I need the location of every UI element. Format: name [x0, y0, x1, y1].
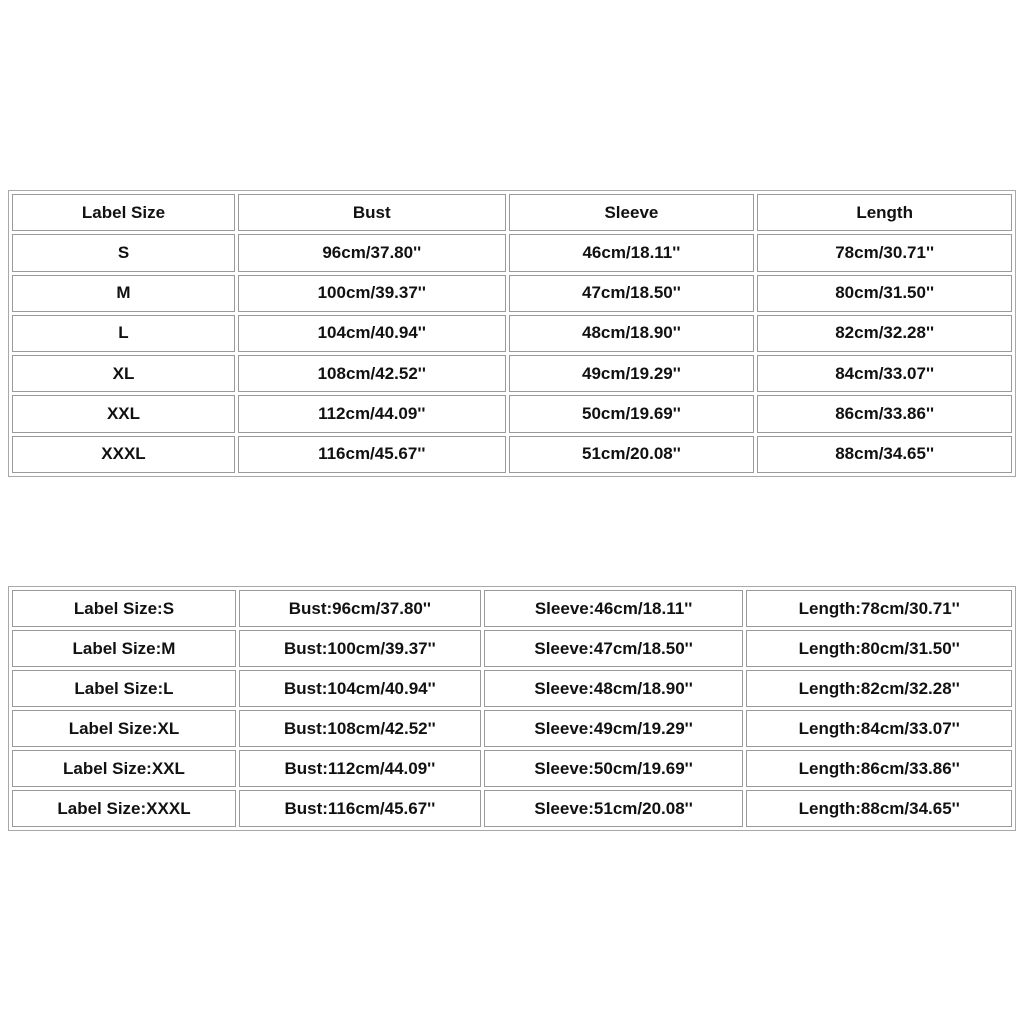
cell-bust: 104cm/40.94'' — [238, 315, 506, 352]
size-detail-table — [8, 586, 1016, 831]
cell-bust: Bust:116cm/45.67'' — [239, 790, 481, 827]
cell-sleeve: Sleeve:47cm/18.50'' — [484, 630, 744, 667]
cell-length: 84cm/33.07'' — [757, 355, 1012, 392]
cell-length: Length:78cm/30.71'' — [746, 590, 1012, 627]
cell-bust: Bust:96cm/37.80'' — [239, 590, 481, 627]
size-chart-table — [8, 190, 1016, 477]
table-row — [12, 670, 1012, 707]
cell-length: Length:80cm/31.50'' — [746, 630, 1012, 667]
cell-bust: 100cm/39.37'' — [238, 275, 506, 312]
cell-sleeve: 47cm/18.50'' — [509, 275, 755, 312]
cell-label-size: XXXL — [12, 436, 235, 473]
cell-label-size: Label Size:M — [12, 630, 236, 667]
cell-sleeve: 49cm/19.29'' — [509, 355, 755, 392]
table-row — [12, 275, 1012, 312]
cell-bust: Bust:100cm/39.37'' — [239, 630, 481, 667]
size-detail-grid — [9, 587, 1015, 830]
cell-label-size: S — [12, 234, 235, 271]
size-chart-grid — [9, 191, 1015, 476]
cell-length: 80cm/31.50'' — [757, 275, 1012, 312]
cell-sleeve: Sleeve:50cm/19.69'' — [484, 750, 744, 787]
cell-length: 78cm/30.71'' — [757, 234, 1012, 271]
cell-label-size: Label Size:XL — [12, 710, 236, 747]
cell-bust: Bust:104cm/40.94'' — [239, 670, 481, 707]
cell-label-size: XL — [12, 355, 235, 392]
cell-sleeve: Sleeve:51cm/20.08'' — [484, 790, 744, 827]
cell-sleeve: 51cm/20.08'' — [509, 436, 755, 473]
cell-sleeve: Sleeve:49cm/19.29'' — [484, 710, 744, 747]
table-row — [12, 630, 1012, 667]
cell-bust: 112cm/44.09'' — [238, 395, 506, 432]
cell-length: Length:86cm/33.86'' — [746, 750, 1012, 787]
cell-sleeve: Sleeve:48cm/18.90'' — [484, 670, 744, 707]
cell-bust: 108cm/42.52'' — [238, 355, 506, 392]
table-row — [12, 234, 1012, 271]
table-row — [12, 395, 1012, 432]
cell-length: 86cm/33.86'' — [757, 395, 1012, 432]
cell-sleeve: 48cm/18.90'' — [509, 315, 755, 352]
cell-sleeve: 50cm/19.69'' — [509, 395, 755, 432]
table-row — [12, 355, 1012, 392]
cell-label-size: Label Size:XXXL — [12, 790, 236, 827]
table-header-row — [12, 194, 1012, 231]
table-row — [12, 710, 1012, 747]
cell-label-size: Label Size:L — [12, 670, 236, 707]
table-row — [12, 750, 1012, 787]
cell-label-size: L — [12, 315, 235, 352]
cell-bust: 96cm/37.80'' — [238, 234, 506, 271]
table-row — [12, 590, 1012, 627]
header-bust: Bust — [238, 194, 506, 231]
cell-length: Length:88cm/34.65'' — [746, 790, 1012, 827]
cell-label-size: Label Size:XXL — [12, 750, 236, 787]
cell-label-size: Label Size:S — [12, 590, 236, 627]
cell-bust: Bust:112cm/44.09'' — [239, 750, 481, 787]
cell-bust: Bust:108cm/42.52'' — [239, 710, 481, 747]
cell-length: 88cm/34.65'' — [757, 436, 1012, 473]
table-row — [12, 315, 1012, 352]
cell-length: 82cm/32.28'' — [757, 315, 1012, 352]
cell-sleeve: Sleeve:46cm/18.11'' — [484, 590, 744, 627]
table-row — [12, 436, 1012, 473]
table-row — [12, 790, 1012, 827]
cell-length: Length:82cm/32.28'' — [746, 670, 1012, 707]
header-sleeve: Sleeve — [509, 194, 755, 231]
cell-label-size: XXL — [12, 395, 235, 432]
header-label-size: Label Size — [12, 194, 235, 231]
cell-length: Length:84cm/33.07'' — [746, 710, 1012, 747]
header-length: Length — [757, 194, 1012, 231]
cell-bust: 116cm/45.67'' — [238, 436, 506, 473]
cell-sleeve: 46cm/18.11'' — [509, 234, 755, 271]
cell-label-size: M — [12, 275, 235, 312]
